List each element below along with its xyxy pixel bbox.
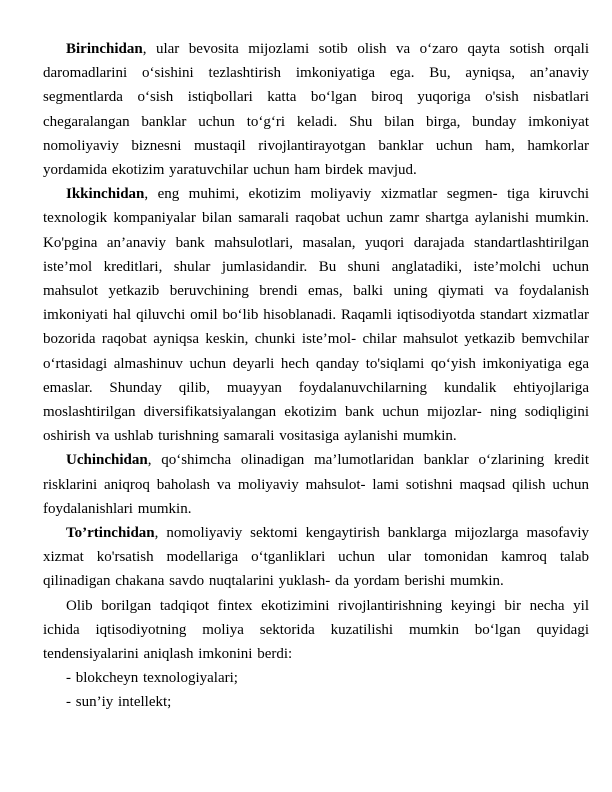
list-item-blokcheyn-text: - blokcheyn texnologiyalari;	[66, 670, 238, 687]
paragraph-tortinchidan-lead: To’rtinchidan	[66, 525, 155, 542]
list-item-suniy-intellekt-text: - sun’iy intellekt;	[66, 694, 172, 711]
paragraph-tortinchidan	[43, 521, 589, 594]
paragraph-tortinchidan-text: , nomoliyaviy sektomi kengaytirish banklarga mijozlarga masofaviy xizmat ko'rsatish modellariga o‘tganliklari uchun ular tomonidan kamroq talab qilinadigan chakana savdo nuqtalarini yuklash- da yordam berishi mumkin.	[43, 525, 589, 590]
paragraph-birinchidan-text: , ular bevosita mijozlami sotib olish va o‘zaro qayta sotish orqali daromadlarini o‘sishini tezlashtirish imkoniyatiga ega. Bu, ayniqsa, an’anaviy segmentlarda o‘sish istiqbollari katta bo‘lgan biroq yuqoriga o'sish nisbatlari chegaralangan banklar uchun to‘g‘ri keladi. Shu bilan birga, bunday imkoniyat nomoliyaviy biznesni mustaqil rivojlantirayotgan banklar uchun ham, hamkorlar yordamida ekotizim yaratuvchilar uchun ham birdek mavjud.	[43, 41, 589, 179]
list-item-blokcheyn	[43, 666, 589, 690]
paragraph-birinchidan-lead: Birinchidan	[66, 41, 143, 57]
list-item-suniy-intellekt	[43, 690, 589, 714]
paragraph-tadqiqot-intro	[43, 594, 589, 667]
paragraph-ikkinchidan	[43, 182, 589, 448]
paragraph-birinchidan	[43, 37, 589, 182]
paragraph-ikkinchidan-text: , eng muhimi, ekotizim moliyaviy xizmatlar segmen- tiga kiruvchi texnologik kompaniyalar bilan samarali raqobat uchun zamr shartga aylanishi mumkin. Ko'pgina an’anaviy bank mahsulotlari, masalan, yuqori darajada standartlashtirilgan iste’mol kreditlari, shular jumlasidandir. Bu shuni anglatadiki, iste’molchi uchun mahsulot yetkazib beruvchining brendi emas, balki uning qiymati va foydalanish imkoniyati hal qiluvchi omil bo‘lib hisoblanadi. Raqamli iqtisodiyotda standart xizmatlar bozorida raqobat ayniqsa keskin, chunki iste’mol- chilar mahsulot yetkazib bemvchilar o‘rtasidagi almashinuv uchun deyarli hech qanday to'siqlami qo‘yish imkoniyatiga ega emaslar. Shunday qilib, muayyan foydalanuvchilarning kundalik ehtiyojlariga moslashtirilgan diversifikatsiyalangan ekotizim bank uchun mijozlar- ning sodiqligini oshirish va ushlab turishning samarali vositasiga aylanishi mumkin.	[43, 186, 589, 445]
paragraph-tadqiqot-intro-text: Olib borilgan tadqiqot fintex ekotizimini rivojlantirishning keyingi bir necha yil ichida iqtisodiyotning moliya sektorida kuzatilishi mumkin bo‘lgan quyidagi tendensiyalarini aniqlash imkonini berdi:	[43, 597, 589, 663]
paragraph-uchinchidan-text: , qo‘shimcha olinadigan ma’lumotlaridan banklar o‘zlarining kredit risklarini aniqroq baholash va moliyaviy mahsulot- lami sotishni maqsad qilish uchun foydalanishlari mumkin.	[43, 452, 589, 517]
paragraph-uchinchidan-lead: Uchinchidan	[66, 452, 148, 469]
document-body	[43, 37, 589, 715]
paragraph-uchinchidan	[43, 448, 589, 521]
paragraph-ikkinchidan-lead: Ikkinchidan	[66, 186, 145, 203]
